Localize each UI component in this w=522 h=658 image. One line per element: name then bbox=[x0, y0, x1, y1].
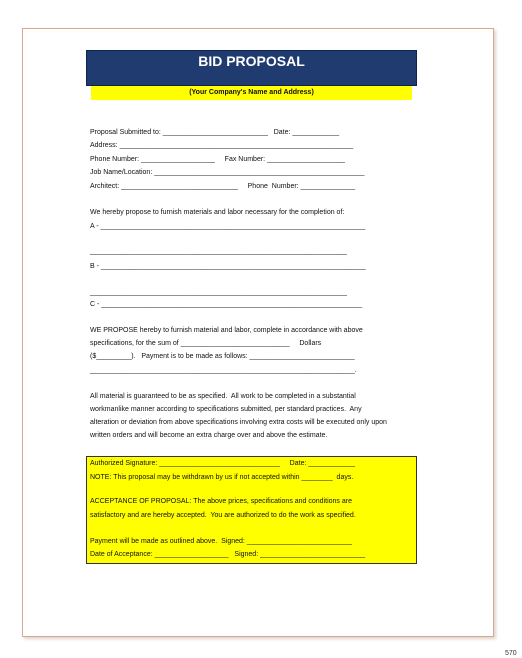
payment-signed-field[interactable]: Payment will be made as outlined above. Signed: ___________________________ bbox=[90, 538, 352, 545]
item-a-line[interactable]: A - ____________________________________________________________________ bbox=[90, 223, 366, 230]
propose-intro: We hereby propose to furnish materials and labor necessary for the completion of: bbox=[90, 209, 345, 216]
title-banner bbox=[86, 50, 417, 86]
document-title: BID PROPOSAL bbox=[198, 53, 305, 69]
acceptance-date-field[interactable]: Date of Acceptance: ___________________ Signed: ___________________________ bbox=[90, 551, 366, 558]
page-number: 570 bbox=[505, 650, 517, 657]
authorized-signature-field[interactable]: Authorized Signature: _______________________________ Date: ____________ bbox=[90, 460, 356, 467]
item-a-continuation[interactable]: __________________________________________________________________ bbox=[90, 248, 347, 255]
phone-fax-field[interactable]: Phone Number: ___________________ Fax Number: ____________________ bbox=[90, 156, 345, 163]
architect-field[interactable]: Architect: ______________________________ Phone Number: ______________ bbox=[90, 183, 356, 190]
company-name-placeholder: (Your Company's Name and Address) bbox=[189, 89, 314, 96]
acceptance-text-1: ACCEPTANCE OF PROPOSAL: The above prices, specifications and conditions are bbox=[90, 498, 352, 505]
withdrawal-note[interactable]: NOTE: This proposal may be withdrawn by us if not accepted within ________ days. bbox=[90, 474, 354, 481]
guarantee-line-1: All material is guaranteed to be as specified. All work to be completed in a substantial bbox=[90, 393, 356, 400]
job-location-field[interactable]: Job Name/Location: ______________________________________________________ bbox=[90, 169, 365, 176]
guarantee-line-2: workmanlike manner according to specifications submitted, per standard practices. Any bbox=[90, 406, 362, 413]
payment-line-1: WE PROPOSE hereby to furnish material and labor, complete in accordance with above bbox=[90, 327, 363, 334]
acceptance-text-2: satisfactory and are hereby accepted. You are authorized to do the work as specified. bbox=[90, 512, 356, 519]
item-b-continuation[interactable]: __________________________________________________________________ bbox=[90, 289, 347, 296]
payment-sum-field[interactable]: specifications, for the sum of ____________________________ Dollars bbox=[90, 340, 322, 347]
company-name-bar bbox=[91, 86, 412, 100]
guarantee-line-3: alteration or deviation from above specifications involving extra costs will be executed only upon bbox=[90, 419, 387, 426]
item-c-line[interactable]: C - ___________________________________________________________________ bbox=[90, 301, 363, 308]
submitted-to-field[interactable]: Proposal Submitted to: ___________________________ Date: ____________ bbox=[90, 129, 340, 136]
payment-terms-field[interactable]: ($_________). Payment is to be made as follows: ___________________________ bbox=[90, 353, 355, 360]
address-field[interactable]: Address: ____________________________________________________________ bbox=[90, 142, 354, 149]
payment-terms-continuation[interactable]: ____________________________________________________________________. bbox=[90, 367, 357, 374]
item-b-line[interactable]: B - ____________________________________________________________________ bbox=[90, 263, 366, 270]
guarantee-line-4: written orders and will become an extra charge over and above the estimate. bbox=[90, 432, 328, 439]
